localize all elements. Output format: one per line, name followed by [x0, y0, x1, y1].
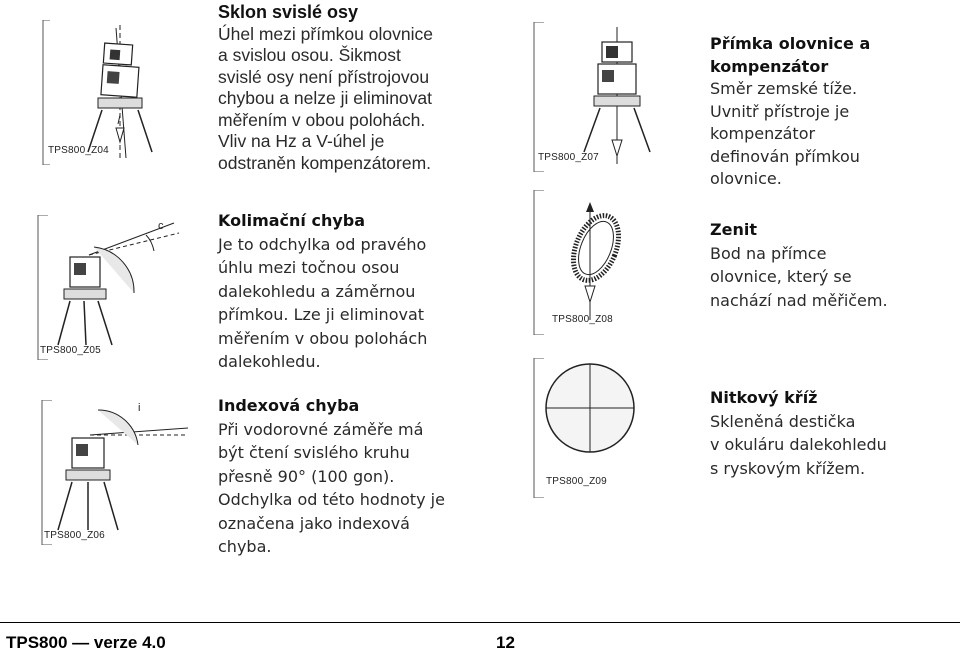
section-title: Indexová chyba: [218, 396, 360, 415]
figure-caption: TPS800_Z05: [40, 345, 101, 356]
section-title: Kolimační chyba: [218, 211, 366, 230]
figure-tps800-z09: [532, 358, 692, 498]
figure-caption: TPS800_Z08: [552, 314, 613, 325]
figure-tps800-z08: [532, 190, 692, 335]
section-title: Nitkový kříž: [710, 388, 818, 407]
section-title: Přímka olovnice a kompenzátor: [710, 34, 871, 76]
angle-label-i: i: [138, 402, 141, 414]
footer-product: TPS800 — verze 4.0: [6, 633, 166, 652]
figure-caption: TPS800_Z06: [44, 530, 105, 541]
figure-tps800-z07: [532, 22, 692, 172]
figure-tps800-z05: [34, 215, 194, 360]
plumb-line-illustration: [532, 22, 692, 172]
tilt-axis-illustration: [38, 20, 208, 165]
figure-caption: TPS800_Z04: [48, 145, 109, 156]
section-title: Sklon svislé osy: [218, 2, 359, 22]
footer-divider: [0, 622, 960, 623]
index-error-illustration: [38, 400, 198, 545]
section-body: Směr zemské tíže. Uvnitř přístroje je kompenzátor definován přímkou olovnice.: [710, 79, 860, 188]
section-body: Je to odchylka od pravého úhlu mezi točnou osou dalekohledu a záměrnou přímkou. Lze ji eliminovat měřením v obou polohách dalekohledu.: [218, 234, 428, 371]
section-body: Bod na přímce olovnice, který se nachází nad měřičem.: [710, 243, 888, 310]
section-body: Úhel mezi přímkou olovnice a svislou osou. Šikmost svislé osy není přístrojovou chybou a nelze ji eliminovat měřením v obou polohách. Vliv na Hz a V-úhel je odstraněn kompenzátorem.: [218, 23, 433, 173]
section-body: Skleněná destička v okuláru dalekohledu s ryskovým křížem.: [710, 411, 887, 478]
section-crosshair: [710, 386, 950, 480]
footer-page-number: 12: [496, 633, 515, 652]
section-vertical-axis-tilt: [218, 2, 488, 174]
figure-caption: TPS800_Z09: [546, 476, 607, 487]
section-collimation-error: [218, 209, 488, 374]
section-body: Při vodorovné záměře má být čtení svislého kruhu přesně 90° (100 gon). Odchylka od této hodnoty je označena jako indexová chyba.: [218, 419, 445, 556]
section-plumb-line-compensator: [710, 33, 950, 191]
section-zenith: [710, 218, 950, 312]
section-index-error: [218, 394, 488, 559]
figure-caption: TPS800_Z07: [538, 152, 599, 163]
figure-tps800-z04: [38, 20, 208, 165]
angle-label-c: c: [158, 220, 164, 232]
figure-tps800-z06: [38, 400, 198, 545]
collimation-error-illustration: [34, 215, 194, 360]
section-title: Zenit: [710, 220, 757, 239]
